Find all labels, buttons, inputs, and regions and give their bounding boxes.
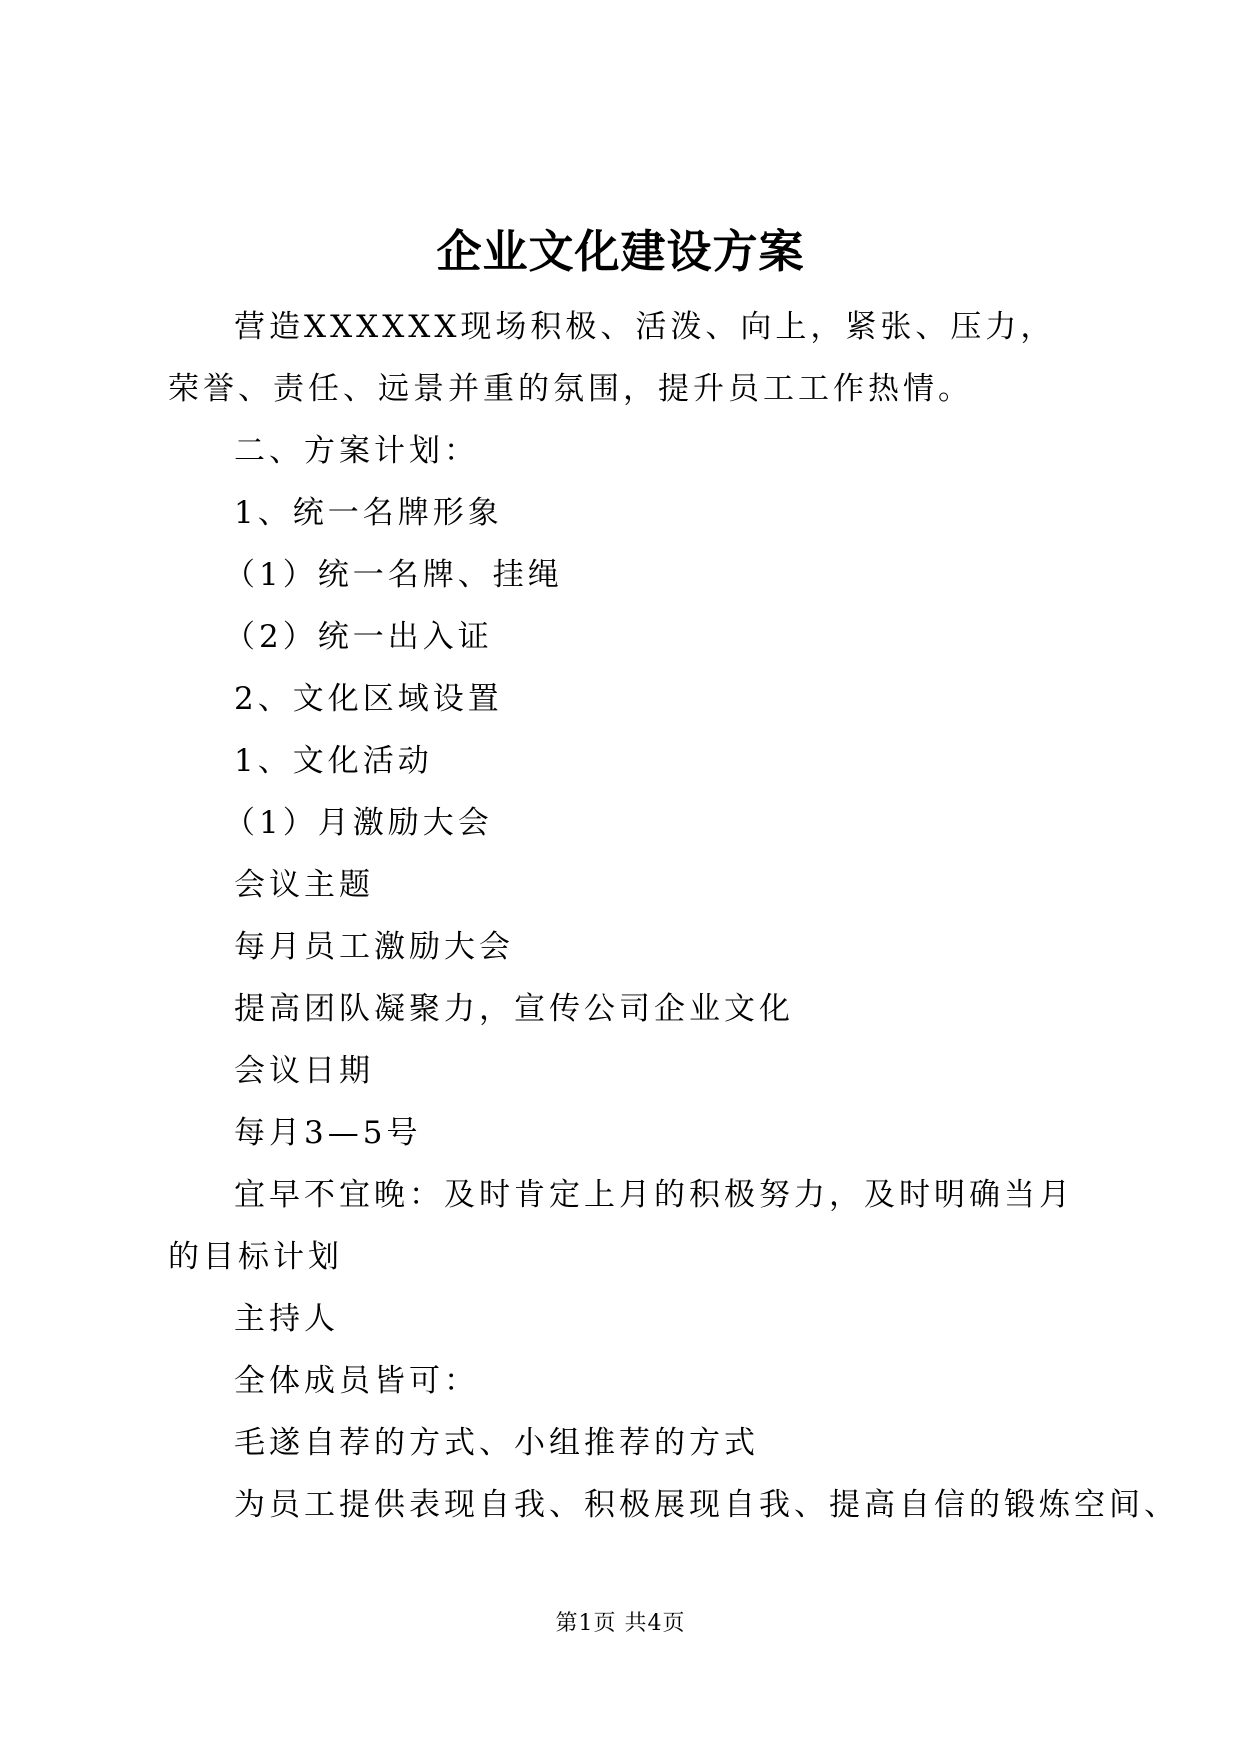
list-item: 1、统一名牌形象 — [234, 495, 503, 531]
paragraph-intro: 营造XXXXXX现场积极、活泼、向上，紧张、压力，荣誉、责任、远景并重的氛围，提升员工工作热情。 — [168, 309, 1056, 407]
paragraph: 每月员工激励大会 — [234, 929, 514, 965]
section-heading-plan: 二、方案计划： — [234, 433, 479, 469]
document-title: 企业文化建设方案 — [436, 225, 805, 278]
page-footer: 第1页 共4页 — [555, 1611, 686, 1636]
list-item: （1）月激励大会 — [224, 805, 493, 841]
list-item: （2）统一出入证 — [224, 619, 493, 655]
paragraph: 毛遂自荐的方式、小组推荐的方式 — [234, 1425, 759, 1461]
paragraph: 宜早不宜晚：及时肯定上月的积极努力，及时明确当月的目标计划 — [168, 1177, 1074, 1275]
paragraph: 全体成员皆可： — [234, 1363, 479, 1399]
list-item: 2、文化区域设置 — [234, 681, 503, 717]
list-item: （1）统一名牌、挂绳 — [224, 557, 563, 593]
paragraph: 每月3—5号 — [234, 1115, 422, 1151]
paragraph: 提高团队凝聚力，宣传公司企业文化 — [234, 991, 794, 1027]
document-body — [168, 296, 1179, 1536]
list-item: 1、文化活动 — [234, 743, 433, 779]
paragraph: 为员工提供表现自我、积极展现自我、提高自信的锻炼空间、 — [234, 1487, 1179, 1523]
paragraph: 主持人 — [234, 1301, 339, 1337]
paragraph: 会议主题 — [234, 867, 374, 903]
paragraph: 会议日期 — [234, 1053, 374, 1089]
